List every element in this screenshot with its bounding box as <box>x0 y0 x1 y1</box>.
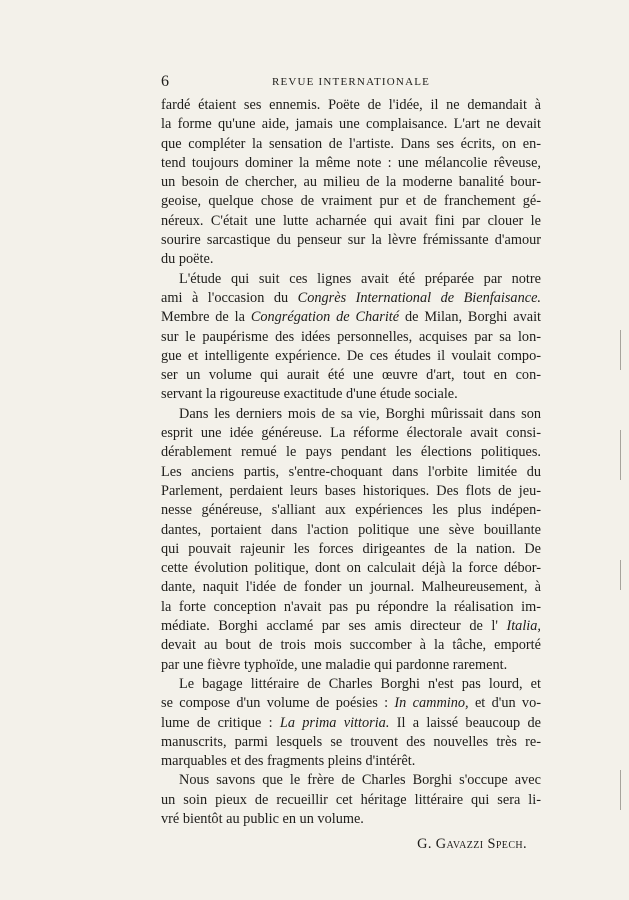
text-run: et d'un vo- <box>468 695 541 712</box>
text-line: L'étude qui suit ces lignes avait été préparée par notre <box>179 270 541 287</box>
text-line: servant la rigoureuse exactitude d'une étude sociale. <box>161 386 458 403</box>
text-line: néreux. C'était une lutte acharnée qui avait fini par clouer le <box>161 212 541 229</box>
text-run: Membre de la <box>161 309 251 326</box>
text-line: dante, naquit l'idée de fonder un journal. Malheureusement, à <box>161 579 541 596</box>
author-signature: G. Gavazzi Spech. <box>417 836 527 853</box>
text-line: dérablement remué le pays pendant les élections politiques. <box>161 444 541 461</box>
text-line <box>161 617 541 636</box>
text-line: un soin pieux de recueillir cet héritage littéraire qui sera li- <box>161 791 541 808</box>
book-title-la-prima-vittoria: La prima vittoria. <box>279 714 390 731</box>
paragraph-2 <box>161 270 541 405</box>
text-line: que compléter la sensation de l'artiste. Dans ses écrits, on en- <box>161 135 541 152</box>
text-line <box>161 694 541 713</box>
text-line: du poëte. <box>161 251 214 268</box>
text-line <box>161 714 541 733</box>
running-head <box>161 73 541 91</box>
text-line: la forte conception n'avait pas pu répondre la réalisation im- <box>161 598 541 615</box>
text-line: devait au bout de trois mois succomber à la tâche, emporté <box>161 637 541 654</box>
congregation-name: Congrégation de Charité <box>250 309 400 326</box>
text-run: Il a laissé beaucoup de <box>389 714 541 731</box>
text-run: ami à l'occasion du <box>161 289 298 306</box>
text-line: gue et intelligente expérience. De ces études il voulait compo- <box>161 347 541 364</box>
scan-edge-mark <box>620 560 621 590</box>
text-run: médiate. Borghi acclamé par ses amis directeur de l' <box>161 618 507 635</box>
text-line: geoise, quelque chose de vraiment pur et de franchement gé- <box>161 193 541 210</box>
paragraph-4 <box>161 675 541 771</box>
paragraph-3 <box>161 405 541 675</box>
text-line: Dans les derniers mois de sa vie, Borghi mûrissait dans son <box>179 405 541 422</box>
newspaper-title: Italia, <box>506 618 541 635</box>
scan-edge-mark <box>620 430 621 480</box>
text-line: ser un volume qui aurait été une œuvre d'art, tout en con- <box>161 367 541 384</box>
paragraph-5 <box>161 771 541 829</box>
text-line: fardé étaient ses ennemis. Poëte de l'idée, il ne demandait à <box>161 97 541 113</box>
congress-title: Congrès International de Bienfaisance. <box>297 289 541 306</box>
text-line: un besoin de chercher, au milieu de la moderne banalité bour- <box>161 174 541 191</box>
text-run: de Milan, Borghi avait <box>399 309 542 326</box>
text-line: la forme qu'une aide, jamais une complaisance. L'art ne devait <box>161 116 541 133</box>
journal-title: REVUE INTERNATIONALE <box>271 76 431 88</box>
text-line: cette évolution politique, dont on calculait déjà la force débor- <box>161 560 541 577</box>
text-line: dantes, portaient dans l'action politique une sève bouillante <box>161 521 541 538</box>
text-line: sourire sarcastique du penseur sur la lèvre frémissante d'amour <box>161 232 541 249</box>
text-run: lume de critique : <box>161 714 280 731</box>
text-line: sur le paupérisme des idées personnelles, acquises par sa lon- <box>161 328 541 345</box>
text-line <box>161 308 541 327</box>
text-line: Le bagage littéraire de Charles Borghi n'est pas lourd, et <box>179 675 541 692</box>
text-run: se compose d'un volume de poésies : <box>161 695 395 712</box>
text-line: Les anciens partis, s'entre-choquant dans l'orbite limitée du <box>161 463 541 480</box>
text-line: vré bientôt au public en un volume. <box>161 810 364 827</box>
scan-edge-mark <box>620 770 621 810</box>
text-line: marquables et des fragments pleins d'intérêt. <box>161 753 416 770</box>
text-line: Nous savons que le frère de Charles Borghi s'occupe avec <box>179 772 541 789</box>
text-line: manuscrits, parmi lesquels se trouvent des nouvelles très re- <box>161 733 541 750</box>
page-number: 6 <box>161 73 169 90</box>
body-text <box>161 96 541 855</box>
text-line: tend toujours dominer la même note : une mélancolie rêveuse, <box>161 154 541 171</box>
text-line: qui pouvait rajeunir les forces dirigeantes de la nation. De <box>161 540 541 557</box>
text-line: Parlement, perdaient leurs bases historiques. Des flots de jeu- <box>161 482 541 499</box>
text-line: esprit une idée généreuse. La réforme électorale avait consi- <box>161 425 541 442</box>
book-title-in-cammino: In cammino, <box>394 695 469 712</box>
text-line: par une fièvre typhoïde, une maladie qui pardonne rarement. <box>161 656 508 673</box>
paragraph-1 <box>161 96 541 270</box>
text-line: nesse généreuse, s'alliant aux expériences les plus indépen- <box>161 502 541 519</box>
text-line <box>161 289 541 308</box>
scan-edge-mark <box>620 330 621 370</box>
